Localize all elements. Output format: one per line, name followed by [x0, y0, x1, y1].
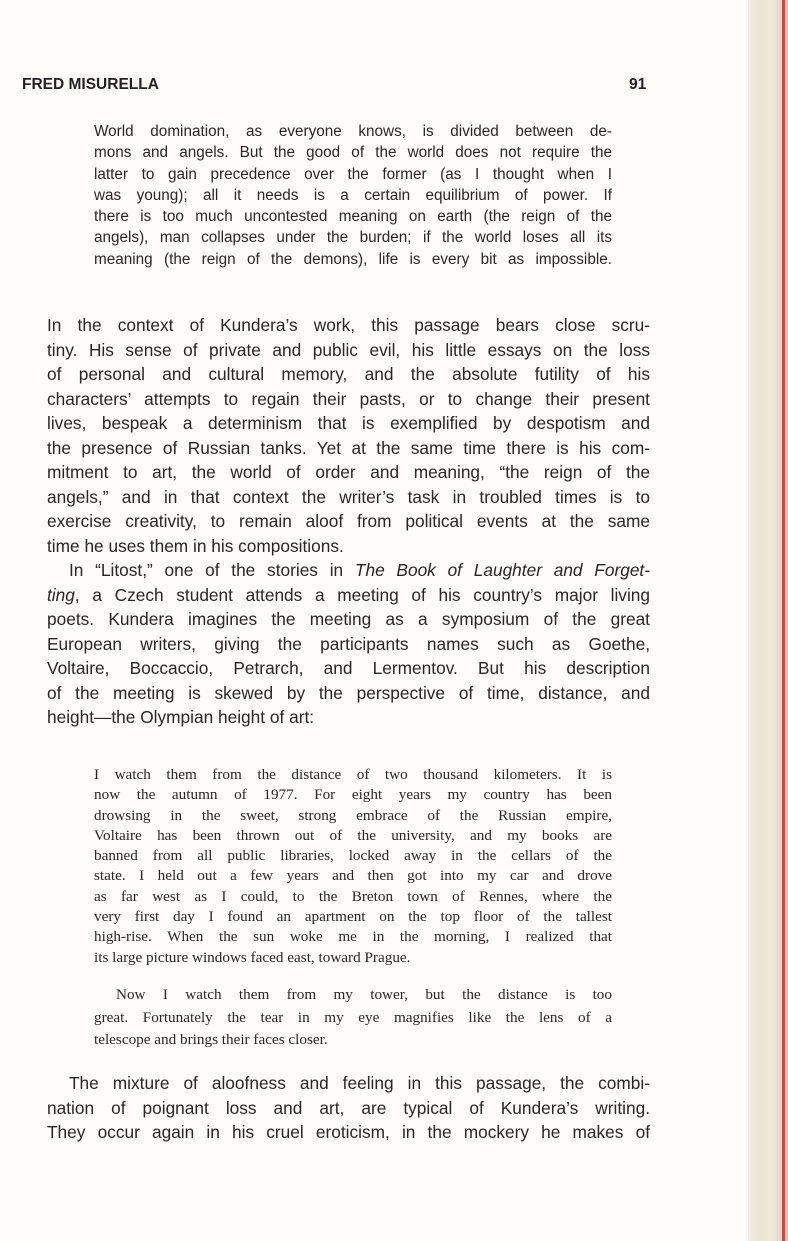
text-line: high-rise. When the sun woke me in the morning, I realized that — [94, 928, 612, 946]
text-line: European writers, giving the participants names such as Goethe, — [47, 633, 650, 654]
text-line: the presence of Russian tanks. Yet at the same time there is his com- — [47, 437, 650, 458]
text-line: latter to gain precedence over the former (as I thought when I — [94, 165, 612, 183]
text-line: banned from all public libraries, locked away in the cellars of the — [94, 847, 612, 865]
text-line: drowsing in the sweet, strong embrace of the Russian empire, — [94, 806, 612, 824]
text-run: Now I watch them from my tower, but the distance is too — [116, 986, 612, 1003]
text-line: its large picture windows faced east, toward Prague. — [94, 948, 411, 966]
quote-watch-them — [94, 765, 612, 968]
text-line: was young); all it needs is a certain equilibrium of power. If — [94, 186, 612, 204]
text-line: In the context of Kundera’s work, this passage bears close scru- — [47, 315, 650, 335]
text-line: very first day I found an apartment on the top floor of the tallest — [94, 908, 612, 926]
text-line — [94, 984, 612, 1007]
text-line: characters’ attempts to regain their pasts, or to change their present — [47, 388, 650, 409]
book-cover-edge — [782, 0, 785, 1241]
text-line: mons and angels. But the good of the world does not require the — [94, 144, 612, 162]
text-line: of personal and cultural memory, and the absolute futility of his — [47, 364, 650, 384]
text-line: They occur again in his cruel eroticism, in the mockery he makes of — [47, 1122, 650, 1142]
text-line: poets. Kundera imagines the meeting as a symposium of the great — [47, 609, 650, 629]
text-line: as far west as I could, to the Breton town of Rennes, where the — [94, 887, 612, 905]
text-run: The mixture of aloofness and feeling in this passage, the combi- — [69, 1073, 650, 1093]
text-line: state. I held out a few years and then got into my car and drove — [94, 867, 612, 885]
text-line: height—the Olympian height of art: — [47, 707, 315, 727]
paragraph-mixture — [47, 1071, 650, 1145]
text-run: , a Czech student attends a meeting of his country’s major living — [74, 584, 650, 605]
text-line: I watch them from the distance of two thousand kilometers. It is — [94, 766, 612, 783]
text-line — [47, 1071, 650, 1096]
text-line: tiny. His sense of private and public evil, his little essays on the loss — [47, 339, 650, 360]
text-line: nation of poignant loss and art, are typical of Kundera’s writing. — [47, 1097, 650, 1118]
text-line: now the autumn of 1977. For eight years my country has been — [94, 786, 612, 804]
quote-demons-angels — [94, 121, 612, 270]
text-line: Voltaire has been thrown out of the university, and my books are — [94, 826, 612, 844]
running-head: FRED MISURELLA — [22, 76, 159, 93]
text-line: great. Fortunately the tear in my eye magnifies like the lens of a — [94, 1008, 612, 1026]
text-line: there is too much uncontested meaning on earth (the reign of the — [94, 208, 612, 226]
text-line: Voltaire, Boccaccio, Petrarch, and Lermentov. But his description — [47, 658, 650, 678]
text-line: time he uses them in his compositions. — [47, 535, 344, 556]
quote-tower — [94, 984, 612, 1052]
text-line: mitment to art, the world of order and meaning, “the reign of the — [47, 462, 650, 482]
text-line: exercise creativity, to remain aloof from political events at the same — [47, 511, 650, 531]
page-number: 91 — [629, 76, 647, 93]
text-line: telescope and brings their faces closer. — [94, 1031, 328, 1048]
text-line: World domination, as everyone knows, is divided between de- — [94, 123, 612, 140]
text-run: In “Litost,” one of the stories in — [69, 560, 355, 580]
text-line: of the meeting is skewed by the perspective of time, distance, and — [47, 682, 650, 703]
italic-title: The Book of Laughter and Forget- — [354, 560, 650, 580]
text-line: lives, bespeak a determinism that is exemplified by despotism and — [47, 413, 650, 433]
text-line — [47, 558, 650, 583]
paragraph-context — [47, 313, 650, 730]
text-line: angels), man collapses under the burden; if the world loses all its — [94, 229, 612, 247]
text-line: meaning (the reign of the demons), life is every bit as impossible. — [94, 250, 612, 268]
text-line — [47, 583, 650, 608]
text-line: angels,” and in that context the writer’s task in troubled times is to — [47, 486, 650, 507]
italic-title: ting — [47, 584, 75, 605]
